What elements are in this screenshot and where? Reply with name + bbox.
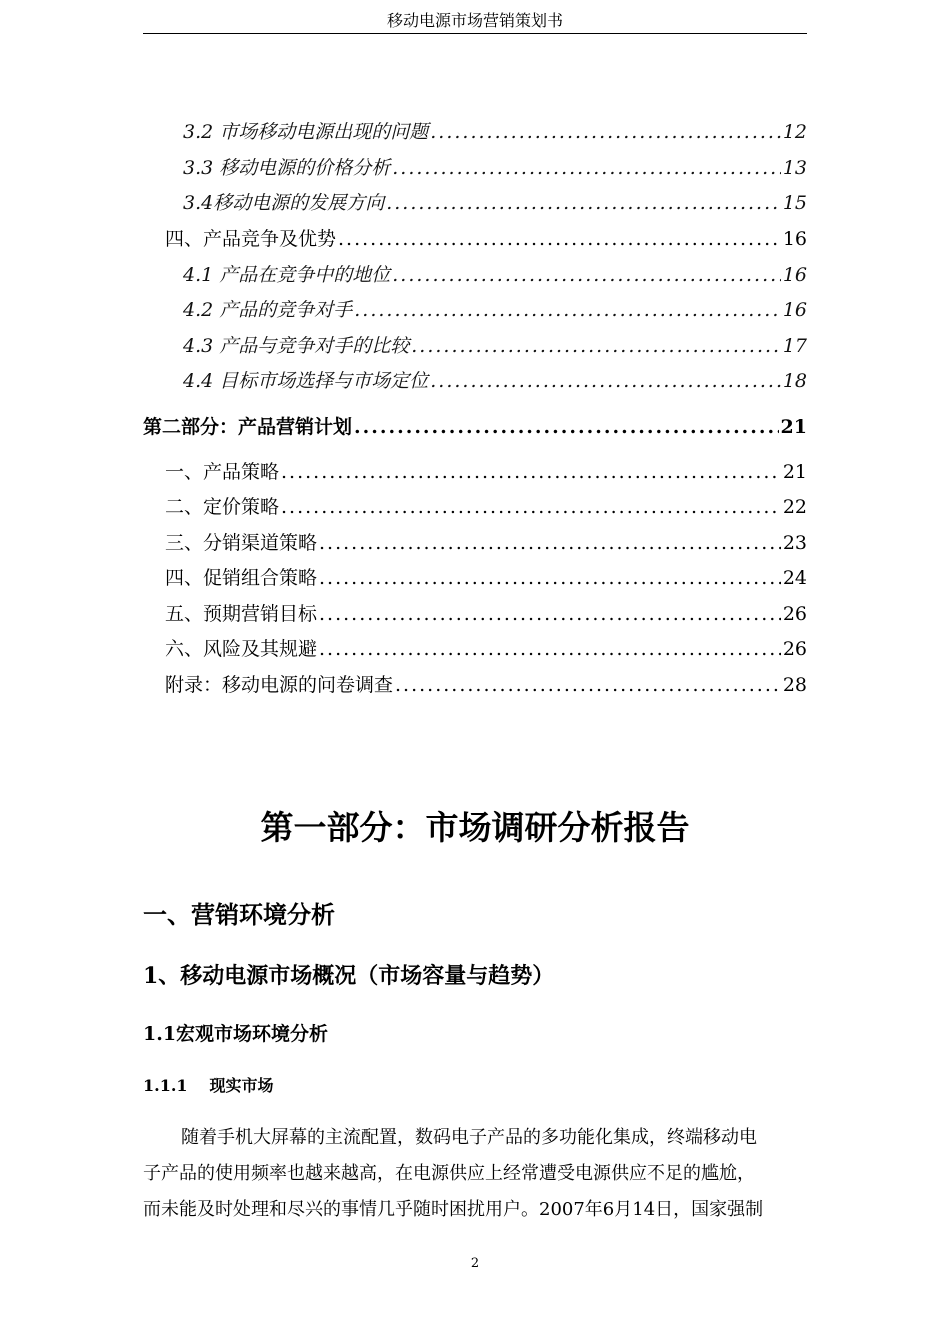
page-header [143, 10, 807, 34]
toc-entry[interactable] [165, 458, 807, 486]
subsubsection-heading: 1.1宏观市场环境分析 [143, 1023, 329, 1045]
toc-entry-label: 第二部分：产品营销计划 [143, 416, 353, 438]
page-number: 2 [470, 1256, 480, 1271]
toc-entry[interactable] [165, 529, 807, 557]
toc-leader-dots [281, 493, 781, 521]
toc-entry-label: 4.4 目标市场选择与市场定位 [183, 370, 429, 392]
body-paragraph [143, 1120, 807, 1228]
minor-heading [143, 1072, 274, 1100]
toc-leader-dots [392, 154, 781, 182]
toc-entry[interactable] [143, 413, 807, 441]
paragraph-line: 而未能及时处理和尽兴的事情几乎随时困扰用户。2007年6月14日，国家强制 [143, 1199, 764, 1220]
toc-entry-page: 22 [782, 496, 807, 518]
toc-entry-page: 26 [782, 603, 807, 625]
toc-entry-page: 24 [782, 567, 807, 589]
toc-leader-dots [319, 529, 781, 557]
toc-entry-page: 23 [782, 532, 807, 554]
toc-entry[interactable] [183, 154, 807, 182]
header-title: 移动电源市场营销策划书 [386, 11, 563, 30]
part-heading: 第一部分：市场调研分析报告 [260, 808, 690, 847]
toc-entry-page: 17 [782, 335, 807, 357]
subsection-heading: 1、移动电源市场概况（市场容量与趋势） [143, 963, 555, 989]
toc-leader-dots [354, 296, 781, 324]
toc-entry-label: 3.2 市场移动电源出现的问题 [183, 121, 429, 143]
toc-leader-dots [386, 189, 781, 217]
toc-entry-label: 4.3 产品与竞争对手的比较 [183, 335, 410, 357]
toc-entry-page: 16 [782, 228, 807, 250]
toc-entry-label: 附录：移动电源的问卷调查 [165, 674, 394, 696]
section-heading: 一、营销环境分析 [143, 900, 335, 929]
toc-entry[interactable] [165, 493, 807, 521]
toc-leader-dots [319, 635, 781, 663]
toc-entry-label: 三、分销渠道策略 [165, 532, 318, 554]
toc-entry[interactable] [165, 600, 807, 628]
toc-entry-page: 16 [782, 299, 807, 321]
toc-entry-label: 3.3 移动电源的价格分析 [183, 157, 391, 179]
toc-leader-dots [319, 600, 781, 628]
toc-entry-label: 一、产品策略 [165, 461, 280, 483]
toc-entry[interactable] [165, 671, 807, 699]
toc-leader-dots [281, 458, 781, 486]
toc-leader-dots [338, 225, 781, 253]
toc-entry-page: 13 [782, 157, 807, 179]
toc-entry-page: 18 [782, 370, 807, 392]
toc-entry-label: 六、风险及其规避 [165, 638, 318, 660]
toc-entry-page: 26 [782, 638, 807, 660]
toc-entry-label: 四、促销组合策略 [165, 567, 318, 589]
toc-entry-page: 12 [782, 121, 807, 143]
toc-leader-dots [354, 413, 779, 441]
toc-entry-label: 4.1 产品在竞争中的地位 [183, 264, 391, 286]
toc-entry-page: 28 [782, 674, 807, 696]
toc-leader-dots [319, 564, 781, 592]
toc-entry[interactable] [183, 296, 807, 324]
toc-entry-label: 二、定价策略 [165, 496, 280, 518]
toc-entry-page: 21 [780, 416, 807, 438]
toc-entry[interactable] [165, 635, 807, 663]
toc-entry-label: 3.4移动电源的发展方向 [183, 192, 385, 214]
minor-heading-number: 1.1.1 [143, 1076, 188, 1095]
toc-entry[interactable] [165, 564, 807, 592]
toc-entry[interactable] [165, 225, 807, 253]
toc-entry-page: 21 [782, 461, 807, 483]
toc-entry[interactable] [183, 118, 807, 146]
toc-entry[interactable] [183, 332, 807, 360]
toc-entry-label: 四、产品竞争及优势 [165, 228, 337, 250]
toc-entry[interactable] [183, 189, 807, 217]
toc-leader-dots [411, 332, 781, 360]
toc-leader-dots [392, 261, 781, 289]
toc-entry-label: 4.2 产品的竞争对手 [183, 299, 353, 321]
toc-entry-page: 16 [782, 264, 807, 286]
toc-leader-dots [395, 671, 781, 699]
toc-entry-label: 五、预期营销目标 [165, 603, 318, 625]
minor-heading-title: 现实市场 [209, 1076, 274, 1095]
paragraph-line: 随着手机大屏幕的主流配置，数码电子产品的多功能化集成，终端移动电 [181, 1127, 757, 1148]
toc-leader-dots [430, 367, 781, 395]
toc-leader-dots [430, 118, 781, 146]
toc-entry[interactable] [183, 367, 807, 395]
paragraph-line: 子产品的使用频率也越来越高，在电源供应上经常遭受电源供应不足的尴尬， [143, 1163, 755, 1184]
toc-entry-page: 15 [782, 192, 807, 214]
toc-entry[interactable] [183, 261, 807, 289]
